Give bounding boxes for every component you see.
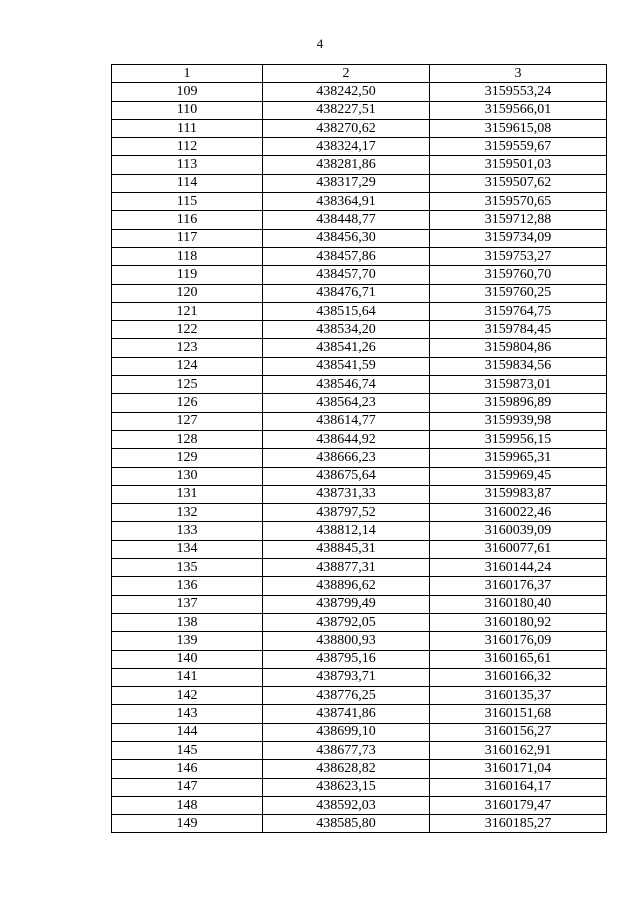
y-coordinate-cell: 3159834,56	[430, 357, 607, 375]
point-number-cell: 135	[112, 559, 263, 577]
x-coordinate-cell: 438677,73	[263, 741, 430, 759]
y-coordinate-cell: 3160180,92	[430, 613, 607, 631]
x-coordinate-cell: 438457,70	[263, 266, 430, 284]
point-number-cell: 128	[112, 430, 263, 448]
x-coordinate-cell: 438666,23	[263, 449, 430, 467]
y-coordinate-cell: 3159939,98	[430, 412, 607, 430]
table-row	[112, 302, 607, 320]
y-coordinate-cell: 3159753,27	[430, 247, 607, 265]
x-coordinate-cell: 438699,10	[263, 723, 430, 741]
point-number-cell: 113	[112, 156, 263, 174]
point-number-cell: 118	[112, 247, 263, 265]
x-coordinate-cell: 438324,17	[263, 138, 430, 156]
point-number-cell: 126	[112, 394, 263, 412]
y-coordinate-cell: 3159615,08	[430, 119, 607, 137]
table-row	[112, 796, 607, 814]
table-row	[112, 156, 607, 174]
x-coordinate-cell: 438515,64	[263, 302, 430, 320]
table-row	[112, 449, 607, 467]
point-number-cell: 111	[112, 119, 263, 137]
x-coordinate-cell: 438675,64	[263, 467, 430, 485]
y-coordinate-cell: 3160144,24	[430, 559, 607, 577]
y-coordinate-cell: 3159501,03	[430, 156, 607, 174]
x-coordinate-cell: 438896,62	[263, 577, 430, 595]
point-number-cell: 117	[112, 229, 263, 247]
table-row	[112, 522, 607, 540]
x-coordinate-cell: 438877,31	[263, 559, 430, 577]
y-coordinate-cell: 3160176,09	[430, 632, 607, 650]
table-row	[112, 559, 607, 577]
table-row	[112, 266, 607, 284]
x-coordinate-cell: 438812,14	[263, 522, 430, 540]
point-number-cell: 119	[112, 266, 263, 284]
table-row	[112, 83, 607, 101]
table-row	[112, 741, 607, 759]
table-header-row	[112, 65, 607, 83]
x-coordinate-cell: 438795,16	[263, 650, 430, 668]
y-coordinate-cell: 3160185,27	[430, 815, 607, 833]
table-row	[112, 321, 607, 339]
table-row	[112, 613, 607, 631]
table-body	[112, 83, 607, 833]
point-number-cell: 141	[112, 668, 263, 686]
point-number-cell: 116	[112, 211, 263, 229]
y-coordinate-cell: 3160166,32	[430, 668, 607, 686]
point-number-cell: 109	[112, 83, 263, 101]
x-coordinate-cell: 438546,74	[263, 376, 430, 394]
x-coordinate-cell: 438242,50	[263, 83, 430, 101]
y-coordinate-cell: 3159566,01	[430, 101, 607, 119]
x-coordinate-cell: 438227,51	[263, 101, 430, 119]
point-number-cell: 140	[112, 650, 263, 668]
y-coordinate-cell: 3159965,31	[430, 449, 607, 467]
y-coordinate-cell: 3159570,65	[430, 193, 607, 211]
y-coordinate-cell: 3160179,47	[430, 796, 607, 814]
y-coordinate-cell: 3160156,27	[430, 723, 607, 741]
x-coordinate-cell: 438476,71	[263, 284, 430, 302]
y-coordinate-cell: 3159553,24	[430, 83, 607, 101]
x-coordinate-cell: 438799,49	[263, 595, 430, 613]
point-number-cell: 145	[112, 741, 263, 759]
x-coordinate-cell: 438800,93	[263, 632, 430, 650]
point-number-cell: 121	[112, 302, 263, 320]
x-coordinate-cell: 438585,80	[263, 815, 430, 833]
x-coordinate-cell: 438731,33	[263, 485, 430, 503]
table-row	[112, 211, 607, 229]
point-number-cell: 124	[112, 357, 263, 375]
table-row	[112, 412, 607, 430]
y-coordinate-cell: 3160180,40	[430, 595, 607, 613]
table-row	[112, 247, 607, 265]
point-number-cell: 138	[112, 613, 263, 631]
column-header-2: 2	[263, 65, 430, 83]
x-coordinate-cell: 438776,25	[263, 687, 430, 705]
point-number-cell: 144	[112, 723, 263, 741]
point-number-cell: 142	[112, 687, 263, 705]
y-coordinate-cell: 3159956,15	[430, 430, 607, 448]
x-coordinate-cell: 438845,31	[263, 540, 430, 558]
table-row	[112, 723, 607, 741]
table-row	[112, 577, 607, 595]
point-number-cell: 146	[112, 760, 263, 778]
point-number-cell: 115	[112, 193, 263, 211]
y-coordinate-cell: 3159804,86	[430, 339, 607, 357]
y-coordinate-cell: 3159760,70	[430, 266, 607, 284]
point-number-cell: 143	[112, 705, 263, 723]
x-coordinate-cell: 438281,86	[263, 156, 430, 174]
point-number-cell: 122	[112, 321, 263, 339]
table-row	[112, 668, 607, 686]
y-coordinate-cell: 3160135,37	[430, 687, 607, 705]
column-header-1: 1	[112, 65, 263, 83]
table-row	[112, 193, 607, 211]
y-coordinate-cell: 3159712,88	[430, 211, 607, 229]
point-number-cell: 131	[112, 485, 263, 503]
y-coordinate-cell: 3159983,87	[430, 485, 607, 503]
point-number-cell: 112	[112, 138, 263, 156]
table-row	[112, 376, 607, 394]
table-row	[112, 778, 607, 796]
x-coordinate-cell: 438317,29	[263, 174, 430, 192]
table-row	[112, 138, 607, 156]
y-coordinate-cell: 3160022,46	[430, 504, 607, 522]
y-coordinate-cell: 3160162,91	[430, 741, 607, 759]
y-coordinate-cell: 3159760,25	[430, 284, 607, 302]
table-row	[112, 705, 607, 723]
y-coordinate-cell: 3160176,37	[430, 577, 607, 595]
y-coordinate-cell: 3159559,67	[430, 138, 607, 156]
table-row	[112, 687, 607, 705]
point-number-cell: 149	[112, 815, 263, 833]
table-row	[112, 650, 607, 668]
y-coordinate-cell: 3160039,09	[430, 522, 607, 540]
y-coordinate-cell: 3159784,45	[430, 321, 607, 339]
point-number-cell: 132	[112, 504, 263, 522]
x-coordinate-cell: 438628,82	[263, 760, 430, 778]
y-coordinate-cell: 3160171,04	[430, 760, 607, 778]
x-coordinate-cell: 438797,52	[263, 504, 430, 522]
table-row	[112, 229, 607, 247]
y-coordinate-cell: 3160165,61	[430, 650, 607, 668]
point-number-cell: 129	[112, 449, 263, 467]
point-number-cell: 130	[112, 467, 263, 485]
point-number-cell: 127	[112, 412, 263, 430]
point-number-cell: 114	[112, 174, 263, 192]
x-coordinate-cell: 438534,20	[263, 321, 430, 339]
table-row	[112, 815, 607, 833]
x-coordinate-cell: 438541,26	[263, 339, 430, 357]
table-row	[112, 339, 607, 357]
point-number-cell: 110	[112, 101, 263, 119]
table-row	[112, 101, 607, 119]
point-number-cell: 136	[112, 577, 263, 595]
table-row	[112, 632, 607, 650]
column-header-3: 3	[430, 65, 607, 83]
point-number-cell: 139	[112, 632, 263, 650]
coordinates-table	[111, 64, 607, 833]
point-number-cell: 147	[112, 778, 263, 796]
y-coordinate-cell: 3160164,17	[430, 778, 607, 796]
point-number-cell: 123	[112, 339, 263, 357]
y-coordinate-cell: 3159969,45	[430, 467, 607, 485]
point-number-cell: 125	[112, 376, 263, 394]
table-row	[112, 394, 607, 412]
x-coordinate-cell: 438644,92	[263, 430, 430, 448]
y-coordinate-cell: 3159896,89	[430, 394, 607, 412]
x-coordinate-cell: 438541,59	[263, 357, 430, 375]
table-row	[112, 485, 607, 503]
y-coordinate-cell: 3159873,01	[430, 376, 607, 394]
table-row	[112, 284, 607, 302]
x-coordinate-cell: 438592,03	[263, 796, 430, 814]
x-coordinate-cell: 438741,86	[263, 705, 430, 723]
x-coordinate-cell: 438623,15	[263, 778, 430, 796]
page-number: 4	[316, 36, 324, 51]
x-coordinate-cell: 438457,86	[263, 247, 430, 265]
point-number-cell: 120	[112, 284, 263, 302]
x-coordinate-cell: 438793,71	[263, 668, 430, 686]
x-coordinate-cell: 438456,30	[263, 229, 430, 247]
y-coordinate-cell: 3159764,75	[430, 302, 607, 320]
table-row	[112, 504, 607, 522]
table-row	[112, 357, 607, 375]
table-row	[112, 760, 607, 778]
table-row	[112, 174, 607, 192]
x-coordinate-cell: 438564,23	[263, 394, 430, 412]
x-coordinate-cell: 438448,77	[263, 211, 430, 229]
table-row	[112, 119, 607, 137]
x-coordinate-cell: 438614,77	[263, 412, 430, 430]
point-number-cell: 134	[112, 540, 263, 558]
point-number-cell: 137	[112, 595, 263, 613]
point-number-cell: 148	[112, 796, 263, 814]
y-coordinate-cell: 3160077,61	[430, 540, 607, 558]
x-coordinate-cell: 438364,91	[263, 193, 430, 211]
x-coordinate-cell: 438792,05	[263, 613, 430, 631]
y-coordinate-cell: 3159507,62	[430, 174, 607, 192]
point-number-cell: 133	[112, 522, 263, 540]
table-row	[112, 430, 607, 448]
y-coordinate-cell: 3159734,09	[430, 229, 607, 247]
table-row	[112, 467, 607, 485]
table-row	[112, 540, 607, 558]
y-coordinate-cell: 3160151,68	[430, 705, 607, 723]
x-coordinate-cell: 438270,62	[263, 119, 430, 137]
table-row	[112, 595, 607, 613]
